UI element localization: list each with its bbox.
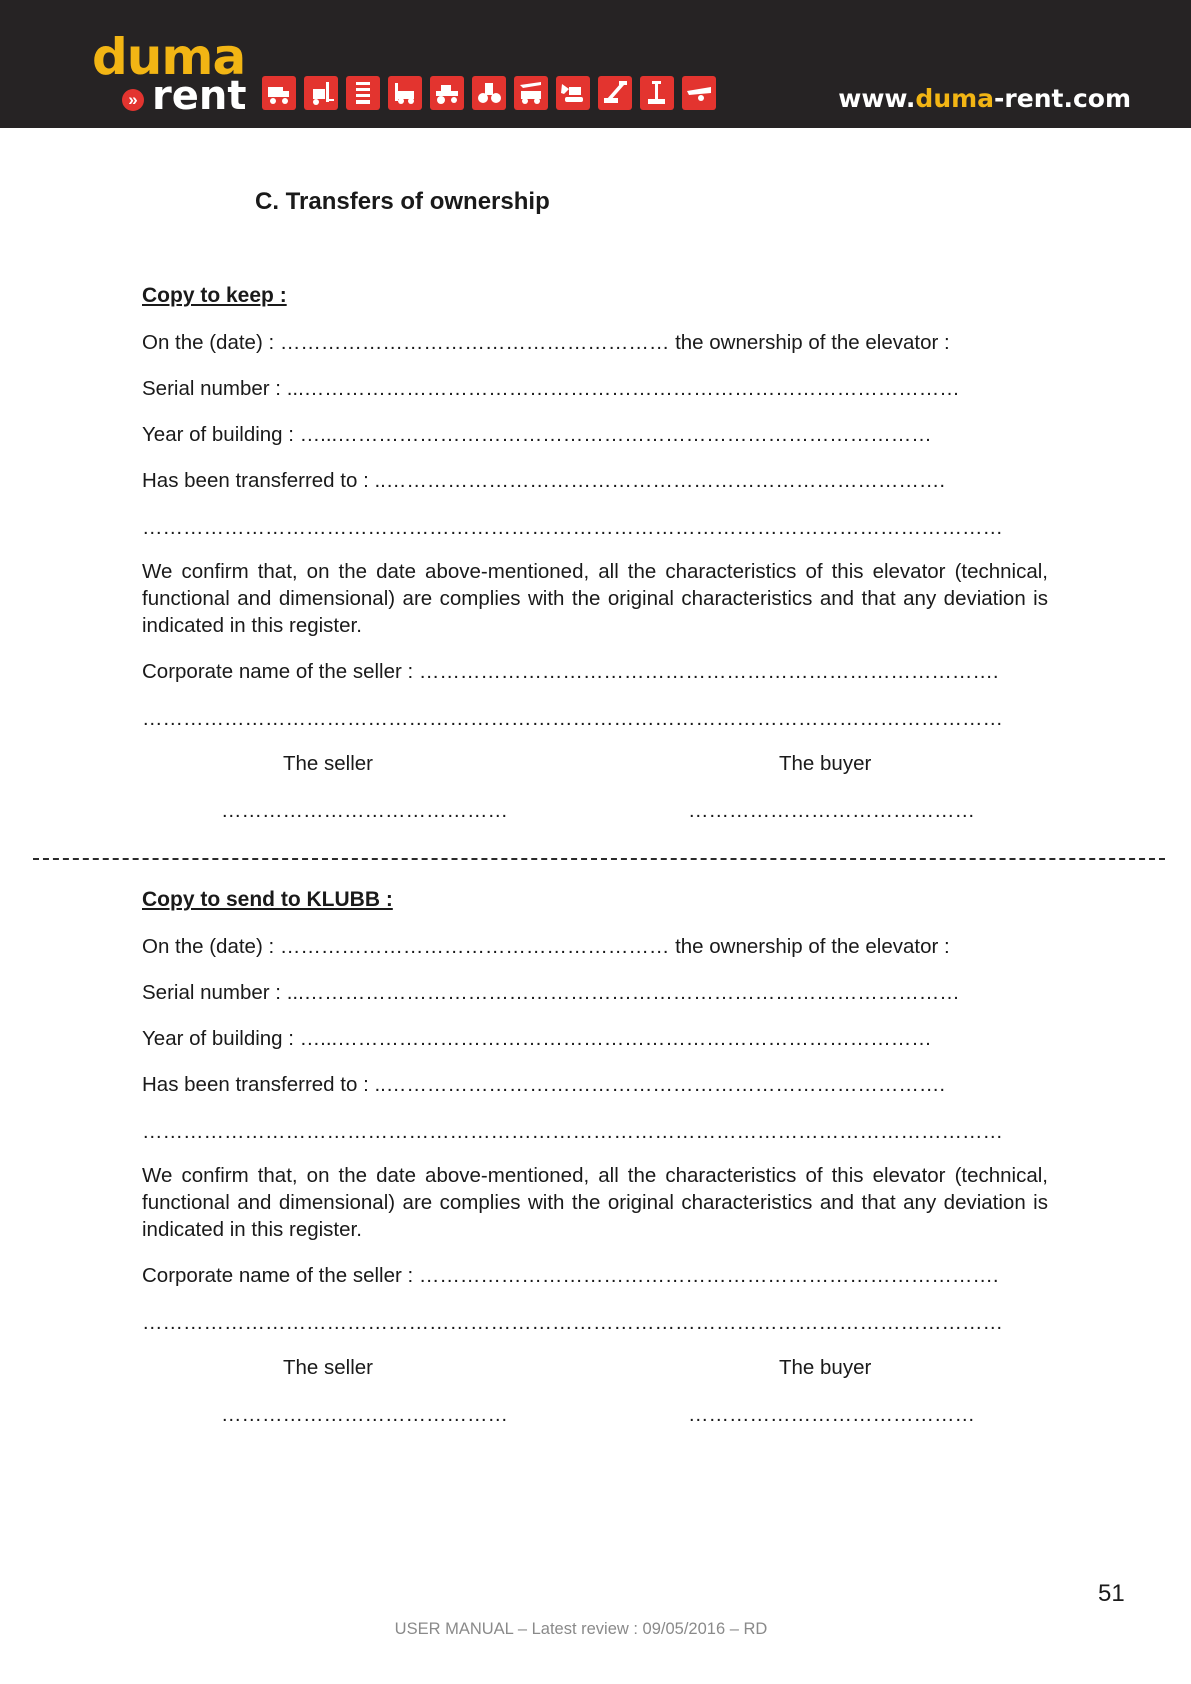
cut-dashed-divider (33, 858, 1165, 860)
boom-lift-icon (598, 76, 632, 110)
forklift-icon (304, 76, 338, 110)
aerial-platform-icon (640, 76, 674, 110)
compactor-icon (472, 76, 506, 110)
seller-label: The seller (283, 752, 374, 775)
crane-truck-icon (514, 76, 548, 110)
section-title: C. Transfers of ownership (255, 188, 550, 215)
machine-icon-strip (262, 76, 716, 110)
corporate-name-extra-line[interactable]: ……………………………………………………………………………………………………………… (142, 707, 1003, 730)
logo-chevron-icon: » (122, 89, 144, 111)
seller-label: The seller (283, 1356, 374, 1379)
date-line[interactable]: On the (date) : ………………………………………………… the ownership of the elevator : (142, 331, 950, 354)
corporate-name-line[interactable]: Corporate name of the seller : …………………………………………………………………………. (142, 1264, 999, 1287)
copy-heading: Copy to send to KLUBB : (142, 888, 393, 911)
dumper-icon (262, 76, 296, 110)
telehandler-icon (388, 76, 422, 110)
trailer-icon (682, 76, 716, 110)
year-of-building-line[interactable]: Year of building : …...…………………………………………………………………………… (142, 1027, 932, 1050)
page-header (0, 0, 1191, 128)
website-url[interactable]: www.duma-rent.com (838, 84, 1131, 113)
excavator-icon (556, 76, 590, 110)
transferred-to-line[interactable]: Has been transferred to : ..………………………………………………………………………. (142, 1073, 946, 1096)
buyer-signature-line[interactable]: …………………………………… (688, 799, 975, 822)
seller-signature-line[interactable]: …………………………………… (221, 1403, 508, 1426)
corporate-name-extra-line[interactable]: ……………………………………………………………………………………………………………… (142, 1311, 1003, 1334)
date-line[interactable]: On the (date) : ………………………………………………… the ownership of the elevator : (142, 935, 950, 958)
transferred-to-extra-line[interactable]: ……………………………………………………………………………………………………………… (142, 1120, 1003, 1143)
tractor-icon (430, 76, 464, 110)
year-of-building-line[interactable]: Year of building : …...…………………………………………………………………………… (142, 423, 932, 446)
buyer-label: The buyer (779, 752, 872, 775)
scaffold-icon (346, 76, 380, 110)
logo-rent-text: rent (152, 73, 247, 119)
buyer-label: The buyer (779, 1356, 872, 1379)
buyer-signature-line[interactable]: …………………………………… (688, 1403, 975, 1426)
footer-text: USER MANUAL – Latest review : 09/05/2016 – RD (394, 1620, 768, 1638)
logo-duma-text: duma (92, 28, 246, 86)
confirmation-paragraph: We confirm that, on the date above-mentioned, all the characteristics of this elevator (technical, functional and dimensional) are complies with the original characteristics and that any deviation is indicated in this register. (142, 1164, 1048, 1241)
copy-heading: Copy to keep : (142, 284, 287, 307)
serial-number-line[interactable]: Serial number : ...…………………………………………………………………………………… (142, 377, 960, 400)
corporate-name-line[interactable]: Corporate name of the seller : …………………………………………………………………………. (142, 660, 999, 683)
transferred-to-extra-line[interactable]: ……………………………………………………………………………………………………………… (142, 516, 1003, 539)
serial-number-line[interactable]: Serial number : ...…………………………………………………………………………………… (142, 981, 960, 1004)
page-number: 51 (1098, 1580, 1125, 1607)
seller-signature-line[interactable]: …………………………………… (221, 799, 508, 822)
confirmation-paragraph: We confirm that, on the date above-mentioned, all the characteristics of this elevator (technical, functional and dimensional) are complies with the original characteristics and that any deviation is indicated in this register. (142, 560, 1048, 637)
transferred-to-line[interactable]: Has been transferred to : ..………………………………………………………………………. (142, 469, 946, 492)
